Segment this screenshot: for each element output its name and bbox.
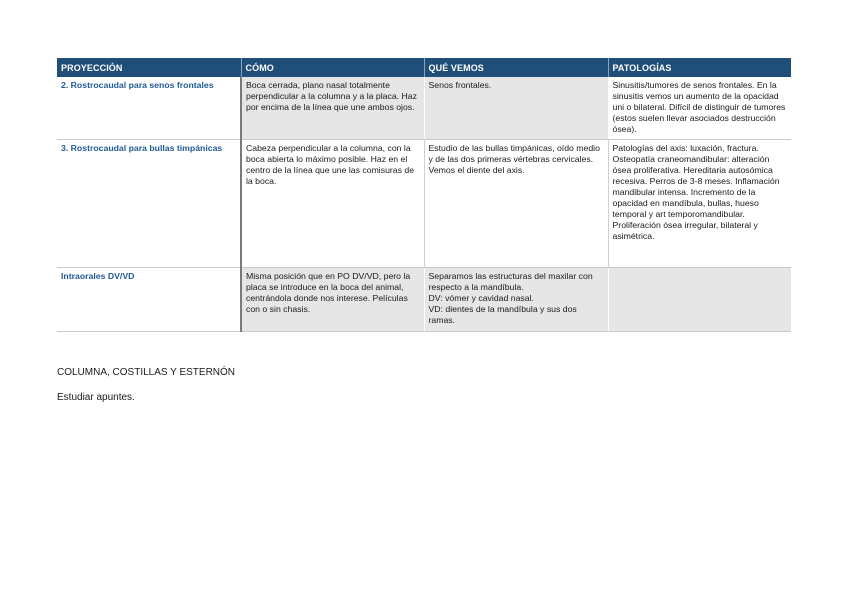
section-title: COLUMNA, COSTILLAS Y ESTERNÓN	[57, 367, 236, 378]
cell-proyeccion: 3. Rostrocaudal para bullas timpánicas	[57, 139, 241, 267]
cell-proyeccion: 2. Rostrocaudal para senos frontales	[57, 77, 241, 139]
cell-como: Boca cerrada, plano nasal totalmente perpendicular a la columna y a la placa. Haz por encima de la línea que une ambos ojos.	[241, 77, 424, 139]
study-note: Estudiar apuntes.	[57, 392, 135, 403]
cell-patologias	[608, 267, 791, 331]
cell-patologias: Sinusitis/tumores de senos frontales. En la sinusitis vemos un aumento de la opacidad uni o bilateral. Difícil de distinguir de tumores (estos suelen llevar asociados destrucción ósea).	[608, 77, 791, 139]
projection-table	[57, 58, 791, 332]
cell-que-vemos: Estudio de las bullas timpánicas, oído medio y de las dos primeras vértebras cervicales. Vemos el diente del axis.	[424, 139, 608, 267]
cell-que-vemos: Separamos las estructuras del maxilar con respecto a la mandíbula. DV: vómer y cavidad nasal. VD: dientes de la mandíbula y sus dos ramas.	[424, 267, 608, 331]
table-header-row	[57, 58, 791, 77]
cell-que-vemos: Senos frontales.	[424, 77, 608, 139]
table-row	[57, 77, 791, 139]
header-proyeccion: PROYECCIÓN	[57, 58, 241, 77]
table-row	[57, 139, 791, 267]
cell-como: Cabeza perpendicular a la columna, con la boca abierta lo máximo posible. Haz en el centro de la línea que une las comisuras de la boca.	[241, 139, 424, 267]
header-que-vemos: QUÉ VEMOS	[424, 58, 608, 77]
header-patologias: PATOLOGÍAS	[608, 58, 791, 77]
cell-patologias: Patologías del axis: luxación, fractura. Osteopatía craneomandibular: alteración ósea proliferativa. Hereditaria autosómica recesiva. Perros de 3-8 meses. Inflamación mandibular intensa. Incremento de la opacidad en mandíbula, bullas, hueso temporal y art temporomandibular. Proliferación ósea irregular, bilateral y asimétrica.	[608, 139, 791, 267]
header-como: CÓMO	[241, 58, 424, 77]
table-row	[57, 267, 791, 331]
cell-como: Misma posición que en PO DV/VD, pero la placa se introduce en la boca del animal, centrándola donde nos interese. Películas con o sin chasis.	[241, 267, 424, 331]
cell-proyeccion: Intraorales DV/VD	[57, 267, 241, 331]
